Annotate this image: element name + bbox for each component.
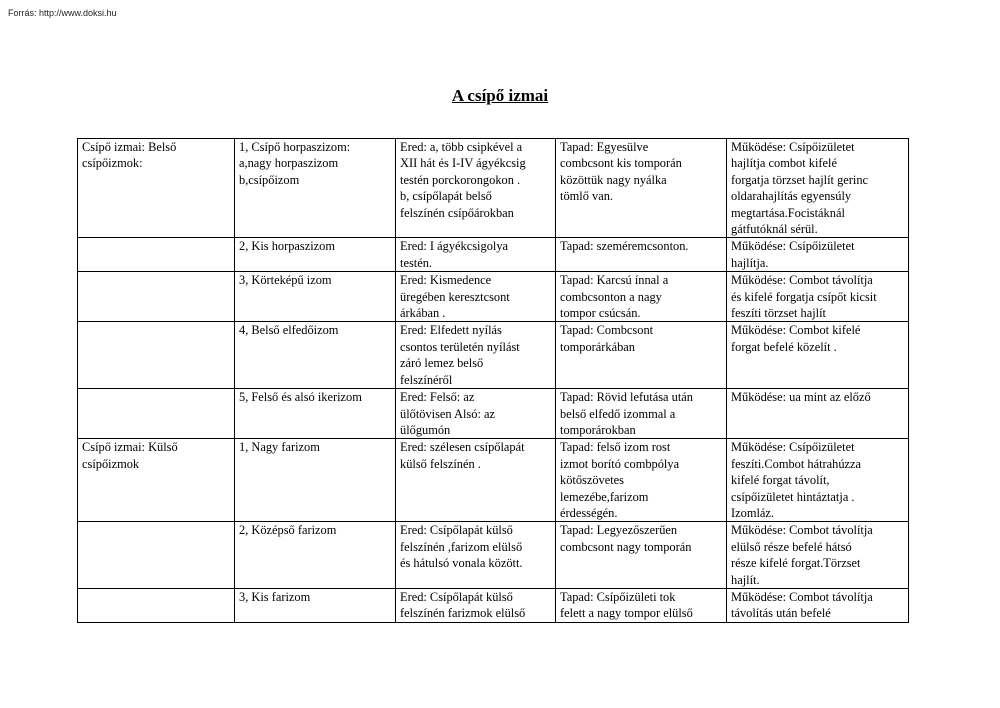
table-row bbox=[78, 139, 909, 238]
function-cell: Működése: Combot távolítja elülső része befelé hátsó része kifelé forgat.Törzset hajlít. bbox=[727, 522, 909, 589]
origin-cell: Ered: Felső: az ülőtövisen Alsó: az ülőgumón bbox=[396, 389, 556, 439]
group-cell bbox=[78, 238, 235, 272]
insertion-cell: Tapad: szeméremcsonton. bbox=[556, 238, 727, 272]
function-cell: Működése: Csípőizületet hajlítja combot kifelé forgatja törzset hajlít gerinc oldarahajlítás egyensúly megtartása.Focistáknál gátfutóknál sérül. bbox=[727, 139, 909, 238]
muscle-cell: 2, Középső farizom bbox=[235, 522, 396, 589]
origin-cell: Ered: Elfedett nyílás csontos területén nyílást záró lemez belső felszínéről bbox=[396, 322, 556, 389]
muscle-cell: 1, Csípő horpaszizom: a,nagy horpaszizom b,csípőizom bbox=[235, 139, 396, 238]
muscle-cell: 5, Felső és alsó ikerizom bbox=[235, 389, 396, 439]
source-note: Forrás: http://www.doksi.hu bbox=[8, 8, 117, 18]
table-row bbox=[78, 238, 909, 272]
muscle-cell: 3, Körteképű izom bbox=[235, 272, 396, 322]
group-cell bbox=[78, 322, 235, 389]
origin-cell: Ered: a, több csipkével a XII hát és I-IV ágyékcsig testén porckorongokon . b, csípőlapát belső felszínén csípőárokban bbox=[396, 139, 556, 238]
muscle-cell: 4, Belső elfedőizom bbox=[235, 322, 396, 389]
table-row bbox=[78, 272, 909, 322]
page-title: A csípő izmai bbox=[451, 86, 549, 105]
muscle-table bbox=[77, 138, 909, 623]
muscle-cell: 3, Kis farizom bbox=[235, 588, 396, 622]
insertion-cell: Tapad: Rövid lefutása után belső elfedő izommal a tomporárokban bbox=[556, 389, 727, 439]
table-row bbox=[78, 522, 909, 589]
group-cell bbox=[78, 272, 235, 322]
insertion-cell: Tapad: Csípőizületi tok felett a nagy tompor elülső bbox=[556, 588, 727, 622]
table-row bbox=[78, 439, 909, 522]
function-cell: Működése: ua mint az előző bbox=[727, 389, 909, 439]
origin-cell: Ered: Csípőlapát külső felszínén farizmok elülső bbox=[396, 588, 556, 622]
function-cell: Működése: Combot kifelé forgat befelé közelít . bbox=[727, 322, 909, 389]
table-row bbox=[78, 588, 909, 622]
muscle-cell: 1, Nagy farizom bbox=[235, 439, 396, 522]
insertion-cell: Tapad: Egyesülve combcsont kis tomporán közöttük nagy nyálka tömlő van. bbox=[556, 139, 727, 238]
group-cell bbox=[78, 588, 235, 622]
insertion-cell: Tapad: felső izom rost izmot borító combpólya kötőszövetes lemezébe,farizom érdességén. bbox=[556, 439, 727, 522]
group-cell bbox=[78, 522, 235, 589]
group-cell: Csípő izmai: Külső csípőizmok bbox=[78, 439, 235, 522]
group-cell: Csípő izmai: Belső csípőizmok: bbox=[78, 139, 235, 238]
origin-cell: Ered: szélesen csípőlapát külső felszínén . bbox=[396, 439, 556, 522]
function-cell: Működése: Csípőizületet feszíti.Combot hátrahúzza kifelé forgat távolít, csípőizületet hintáztatja . Izomláz. bbox=[727, 439, 909, 522]
function-cell: Működése: Combot távolítja távolítás után befelé bbox=[727, 588, 909, 622]
group-cell bbox=[78, 389, 235, 439]
insertion-cell: Tapad: Karcsú ínnal a combcsonton a nagy tompor csúcsán. bbox=[556, 272, 727, 322]
insertion-cell: Tapad: Legyezőszerűen combcsont nagy tomporán bbox=[556, 522, 727, 589]
function-cell: Működése: Combot távolítja és kifelé forgatja csípőt kicsit feszíti törzset hajlít bbox=[727, 272, 909, 322]
muscle-cell: 2, Kis horpaszizom bbox=[235, 238, 396, 272]
origin-cell: Ered: Csípőlapát külső felszínén ,farizom elülső és hátulsó vonala között. bbox=[396, 522, 556, 589]
insertion-cell: Tapad: Combcsont tomporárkában bbox=[556, 322, 727, 389]
origin-cell: Ered: Kismedence üregében keresztcsont árkában . bbox=[396, 272, 556, 322]
table-row bbox=[78, 389, 909, 439]
function-cell: Működése: Csípőizületet hajlítja. bbox=[727, 238, 909, 272]
origin-cell: Ered: I ágyékcsigolya testén. bbox=[396, 238, 556, 272]
table-row bbox=[78, 322, 909, 389]
